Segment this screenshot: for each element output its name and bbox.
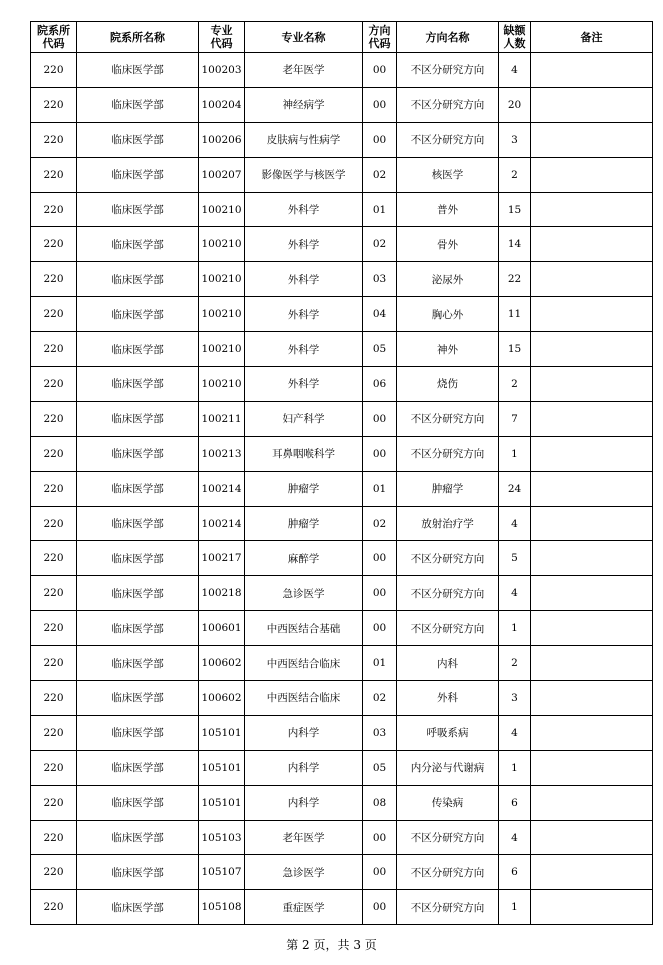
cell-vacancy: 2 (499, 367, 531, 402)
cell-dir-name: 不区分研究方向 (397, 53, 499, 88)
cell-vacancy: 4 (499, 715, 531, 750)
cell-dir-name: 烧伤 (397, 367, 499, 402)
cell-remarks (531, 367, 653, 402)
table-row (31, 715, 653, 750)
cell-major-code: 100210 (199, 297, 245, 332)
cell-dept-code: 220 (31, 367, 77, 402)
cell-major-code: 100211 (199, 401, 245, 436)
cell-dept-name: 临床医学部 (77, 436, 199, 471)
cell-dir-name: 不区分研究方向 (397, 576, 499, 611)
page-footer: 第 2 页，共 3 页 (286, 938, 377, 952)
cell-dir-name: 不区分研究方向 (397, 401, 499, 436)
cell-dept-name: 临床医学部 (77, 157, 199, 192)
cell-remarks (531, 541, 653, 576)
header-row (31, 22, 653, 53)
cell-major-name: 神经病学 (245, 87, 363, 122)
cell-dept-name: 临床医学部 (77, 192, 199, 227)
table-row (31, 890, 653, 925)
cell-vacancy: 22 (499, 262, 531, 297)
cell-dept-name: 临床医学部 (77, 401, 199, 436)
cell-vacancy: 1 (499, 890, 531, 925)
cell-major-code: 100207 (199, 157, 245, 192)
table-row (31, 855, 653, 890)
cell-major-name: 急诊医学 (245, 855, 363, 890)
cell-dir-code: 03 (363, 715, 397, 750)
cell-major-code: 100206 (199, 122, 245, 157)
cell-dept-code: 220 (31, 681, 77, 716)
cell-remarks (531, 332, 653, 367)
cell-dept-code: 220 (31, 192, 77, 227)
cell-dir-name: 内科 (397, 646, 499, 681)
cell-remarks (531, 576, 653, 611)
cell-dir-name: 呼吸系病 (397, 715, 499, 750)
cell-dept-name: 临床医学部 (77, 332, 199, 367)
table-row (31, 576, 653, 611)
cell-dir-code: 04 (363, 297, 397, 332)
cell-dir-name: 不区分研究方向 (397, 87, 499, 122)
cell-dept-code: 220 (31, 541, 77, 576)
cell-dept-name: 临床医学部 (77, 541, 199, 576)
cell-major-code: 100218 (199, 576, 245, 611)
table-row (31, 436, 653, 471)
cell-dir-name: 不区分研究方向 (397, 541, 499, 576)
cell-vacancy: 14 (499, 227, 531, 262)
cell-dir-code: 02 (363, 157, 397, 192)
table-row (31, 157, 653, 192)
table-row (31, 750, 653, 785)
cell-vacancy: 4 (499, 53, 531, 88)
cell-dept-code: 220 (31, 576, 77, 611)
cell-major-name: 中西医结合基础 (245, 611, 363, 646)
cell-dept-name: 临床医学部 (77, 53, 199, 88)
cell-remarks (531, 401, 653, 436)
cell-dept-name: 临床医学部 (77, 576, 199, 611)
cell-dept-code: 220 (31, 750, 77, 785)
cell-vacancy: 20 (499, 87, 531, 122)
cell-dir-name: 不区分研究方向 (397, 855, 499, 890)
cell-major-code: 105101 (199, 715, 245, 750)
cell-major-code: 100210 (199, 227, 245, 262)
cell-major-code: 105103 (199, 820, 245, 855)
header-major-name: 专业名称 (245, 22, 363, 53)
header-major-code: 专业代码 (199, 22, 245, 53)
cell-dir-name: 胸心外 (397, 297, 499, 332)
cell-dir-name: 外科 (397, 681, 499, 716)
cell-dept-name: 临床医学部 (77, 785, 199, 820)
cell-dir-code: 00 (363, 53, 397, 88)
cell-dept-code: 220 (31, 611, 77, 646)
cell-major-name: 内科学 (245, 750, 363, 785)
cell-vacancy: 4 (499, 506, 531, 541)
cell-dir-code: 01 (363, 471, 397, 506)
cell-dept-name: 临床医学部 (77, 297, 199, 332)
cell-major-code: 100602 (199, 646, 245, 681)
cell-major-code: 100204 (199, 87, 245, 122)
cell-dir-code: 00 (363, 576, 397, 611)
cell-vacancy: 4 (499, 820, 531, 855)
cell-major-name: 肿瘤学 (245, 506, 363, 541)
cell-dept-code: 220 (31, 157, 77, 192)
cell-dir-code: 08 (363, 785, 397, 820)
cell-dir-name: 传染病 (397, 785, 499, 820)
cell-vacancy: 15 (499, 192, 531, 227)
cell-remarks (531, 820, 653, 855)
cell-major-code: 100213 (199, 436, 245, 471)
table-row (31, 297, 653, 332)
cell-dir-code: 00 (363, 855, 397, 890)
cell-major-name: 肿瘤学 (245, 471, 363, 506)
cell-remarks (531, 122, 653, 157)
cell-dir-code: 03 (363, 262, 397, 297)
cell-vacancy: 3 (499, 681, 531, 716)
cell-dir-name: 神外 (397, 332, 499, 367)
table-row (31, 820, 653, 855)
cell-major-name: 耳鼻咽喉科学 (245, 436, 363, 471)
cell-remarks (531, 471, 653, 506)
header-dir-name: 方向名称 (397, 22, 499, 53)
cell-dir-name: 不区分研究方向 (397, 122, 499, 157)
cell-dir-name: 泌尿外 (397, 262, 499, 297)
cell-major-code: 100210 (199, 367, 245, 402)
cell-major-code: 100217 (199, 541, 245, 576)
cell-major-name: 老年医学 (245, 53, 363, 88)
cell-major-code: 105101 (199, 750, 245, 785)
cell-dir-name: 肿瘤学 (397, 471, 499, 506)
table-row (31, 367, 653, 402)
table-row (31, 332, 653, 367)
cell-remarks (531, 53, 653, 88)
cell-major-code: 100203 (199, 53, 245, 88)
cell-major-name: 麻醉学 (245, 541, 363, 576)
cell-dir-name: 不区分研究方向 (397, 436, 499, 471)
cell-dir-name: 不区分研究方向 (397, 890, 499, 925)
header-dir-code: 方向代码 (363, 22, 397, 53)
header-dept-code: 院系所代码 (31, 22, 77, 53)
cell-vacancy: 6 (499, 855, 531, 890)
cell-remarks (531, 297, 653, 332)
cell-major-name: 中西医结合临床 (245, 681, 363, 716)
cell-dept-name: 临床医学部 (77, 367, 199, 402)
cell-dir-code: 00 (363, 401, 397, 436)
cell-major-name: 急诊医学 (245, 576, 363, 611)
cell-vacancy: 24 (499, 471, 531, 506)
cell-vacancy: 6 (499, 785, 531, 820)
cell-dept-code: 220 (31, 855, 77, 890)
cell-dir-code: 01 (363, 646, 397, 681)
cell-dir-code: 06 (363, 367, 397, 402)
cell-dir-name: 内分泌与代谢病 (397, 750, 499, 785)
cell-dept-code: 220 (31, 53, 77, 88)
header-remarks: 备注 (531, 22, 653, 53)
cell-major-name: 外科学 (245, 262, 363, 297)
cell-dept-name: 临床医学部 (77, 681, 199, 716)
cell-dept-code: 220 (31, 297, 77, 332)
cell-dir-code: 02 (363, 506, 397, 541)
table-row (31, 785, 653, 820)
cell-remarks (531, 646, 653, 681)
table-row (31, 87, 653, 122)
cell-dept-code: 220 (31, 820, 77, 855)
cell-dir-name: 不区分研究方向 (397, 820, 499, 855)
cell-vacancy: 15 (499, 332, 531, 367)
cell-major-code: 100214 (199, 506, 245, 541)
cell-dir-name: 不区分研究方向 (397, 611, 499, 646)
cell-dir-code: 00 (363, 890, 397, 925)
cell-vacancy: 2 (499, 157, 531, 192)
cell-major-name: 妇产科学 (245, 401, 363, 436)
cell-remarks (531, 262, 653, 297)
table-row (31, 611, 653, 646)
cell-dept-name: 临床医学部 (77, 87, 199, 122)
cell-dept-name: 临床医学部 (77, 715, 199, 750)
cell-dept-name: 临床医学部 (77, 122, 199, 157)
cell-major-code: 100214 (199, 471, 245, 506)
cell-dir-code: 05 (363, 750, 397, 785)
cell-remarks (531, 715, 653, 750)
cell-dir-code: 01 (363, 192, 397, 227)
cell-dept-code: 220 (31, 715, 77, 750)
cell-major-name: 外科学 (245, 192, 363, 227)
cell-major-name: 外科学 (245, 332, 363, 367)
cell-dept-code: 220 (31, 401, 77, 436)
cell-dept-code: 220 (31, 262, 77, 297)
cell-major-name: 老年医学 (245, 820, 363, 855)
cell-remarks (531, 436, 653, 471)
cell-vacancy: 5 (499, 541, 531, 576)
cell-dept-name: 临床医学部 (77, 227, 199, 262)
cell-major-name: 内科学 (245, 715, 363, 750)
cell-vacancy: 1 (499, 611, 531, 646)
cell-dir-name: 普外 (397, 192, 499, 227)
cell-dir-name: 骨外 (397, 227, 499, 262)
cell-major-name: 皮肤病与性病学 (245, 122, 363, 157)
cell-major-code: 100210 (199, 332, 245, 367)
cell-dir-code: 00 (363, 436, 397, 471)
cell-dept-code: 220 (31, 227, 77, 262)
cell-dept-code: 220 (31, 471, 77, 506)
cell-vacancy: 11 (499, 297, 531, 332)
vacancy-table (30, 21, 653, 925)
cell-dept-name: 临床医学部 (77, 611, 199, 646)
cell-dept-code: 220 (31, 436, 77, 471)
table-row (31, 541, 653, 576)
cell-dir-name: 核医学 (397, 157, 499, 192)
cell-dept-code: 220 (31, 890, 77, 925)
table-row (31, 192, 653, 227)
cell-dept-code: 220 (31, 646, 77, 681)
cell-dept-code: 220 (31, 506, 77, 541)
table-row (31, 471, 653, 506)
cell-major-name: 中西医结合临床 (245, 646, 363, 681)
cell-vacancy: 3 (499, 122, 531, 157)
cell-major-code: 100601 (199, 611, 245, 646)
cell-major-name: 外科学 (245, 367, 363, 402)
cell-dir-code: 00 (363, 541, 397, 576)
table-row (31, 646, 653, 681)
cell-dept-name: 临床医学部 (77, 471, 199, 506)
table-row (31, 53, 653, 88)
table-row (31, 681, 653, 716)
cell-dept-name: 临床医学部 (77, 506, 199, 541)
cell-major-code: 105107 (199, 855, 245, 890)
cell-major-code: 100210 (199, 262, 245, 297)
table-body (31, 53, 653, 925)
table-row (31, 262, 653, 297)
cell-major-name: 影像医学与核医学 (245, 157, 363, 192)
table-row (31, 122, 653, 157)
table-row (31, 506, 653, 541)
cell-dept-name: 临床医学部 (77, 262, 199, 297)
cell-dir-code: 02 (363, 681, 397, 716)
cell-dir-code: 05 (363, 332, 397, 367)
cell-dir-code: 00 (363, 122, 397, 157)
cell-dept-name: 临床医学部 (77, 750, 199, 785)
cell-dept-name: 临床医学部 (77, 646, 199, 681)
table-row (31, 401, 653, 436)
cell-major-code: 105101 (199, 785, 245, 820)
cell-remarks (531, 87, 653, 122)
cell-vacancy: 7 (499, 401, 531, 436)
cell-vacancy: 4 (499, 576, 531, 611)
cell-major-name: 内科学 (245, 785, 363, 820)
cell-major-code: 100210 (199, 192, 245, 227)
cell-dir-code: 00 (363, 820, 397, 855)
cell-dir-code: 02 (363, 227, 397, 262)
header-vacancy: 缺额人数 (499, 22, 531, 53)
cell-dept-name: 临床医学部 (77, 855, 199, 890)
cell-major-name: 外科学 (245, 227, 363, 262)
cell-remarks (531, 192, 653, 227)
cell-remarks (531, 611, 653, 646)
cell-remarks (531, 750, 653, 785)
cell-dept-code: 220 (31, 87, 77, 122)
cell-vacancy: 1 (499, 750, 531, 785)
cell-dept-code: 220 (31, 785, 77, 820)
cell-major-name: 重症医学 (245, 890, 363, 925)
cell-remarks (531, 890, 653, 925)
cell-remarks (531, 855, 653, 890)
cell-remarks (531, 227, 653, 262)
cell-dept-code: 220 (31, 122, 77, 157)
cell-vacancy: 2 (499, 646, 531, 681)
table-row (31, 227, 653, 262)
cell-remarks (531, 157, 653, 192)
cell-remarks (531, 681, 653, 716)
cell-dir-code: 00 (363, 87, 397, 122)
cell-remarks (531, 785, 653, 820)
cell-dir-code: 00 (363, 611, 397, 646)
cell-dept-name: 临床医学部 (77, 890, 199, 925)
cell-vacancy: 1 (499, 436, 531, 471)
cell-dir-name: 放射治疗学 (397, 506, 499, 541)
cell-dept-name: 临床医学部 (77, 820, 199, 855)
header-dept-name: 院系所名称 (77, 22, 199, 53)
cell-remarks (531, 506, 653, 541)
cell-major-code: 105108 (199, 890, 245, 925)
cell-dept-code: 220 (31, 332, 77, 367)
cell-major-code: 100602 (199, 681, 245, 716)
cell-major-name: 外科学 (245, 297, 363, 332)
